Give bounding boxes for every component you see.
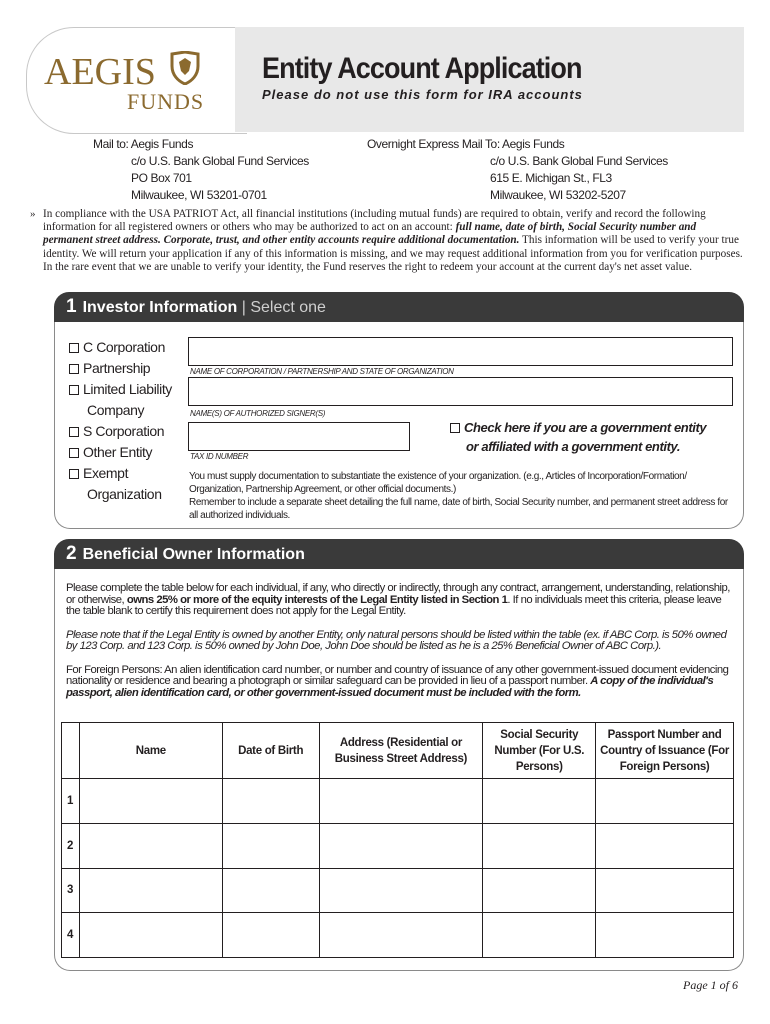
option-label: Partnership xyxy=(83,360,151,376)
instruction-emphasis: owns 25% or more of the equity interests of the Legal Entity listed in Section 1 xyxy=(126,593,508,606)
checkbox[interactable] xyxy=(450,423,460,433)
mail-address xyxy=(93,136,309,204)
mail-line: PO Box 701 xyxy=(131,171,192,185)
government-label: or affiliated with a government entity. xyxy=(466,439,681,454)
table-header: Social Security Number (For U.S. Persons) xyxy=(483,723,596,779)
option-other-entity[interactable] xyxy=(69,442,172,463)
patriot-required-fields: full name, date of birth, Social Security number and permanent street address. Corporate, trust, and other entity accounts require additional documentation. xyxy=(43,221,697,247)
field-label: NAME OF CORPORATION / PARTNERSHIP AND STATE OF ORGANIZATION xyxy=(190,367,454,376)
section-subtitle: Select one xyxy=(250,299,326,316)
ssn-cell[interactable] xyxy=(483,779,596,824)
table-header xyxy=(62,723,80,779)
passport-cell[interactable] xyxy=(596,913,734,958)
logo-subtitle: FUNDS xyxy=(127,89,205,114)
option-s-corporation[interactable] xyxy=(69,421,172,442)
option-label: Exempt xyxy=(83,465,129,481)
chevron-right-icon: » xyxy=(30,208,36,220)
section-number: 1 xyxy=(66,296,77,317)
option-label: Other Entity xyxy=(83,444,153,460)
overnight-address xyxy=(367,136,668,204)
shield-logo-icon xyxy=(170,51,200,85)
instruction-emphasis: A copy of the individual's passport, alien identification card, or other government-issued document must be included with the form. xyxy=(66,675,714,699)
instruction-example: Please note that if the Legal Entity is owned by another Entity, only natural persons should be listed within the table (ex. if ABC Corp. is 50% owned by 123 Corp. and 123 Corp. is 50% owned by John Doe, John Doe should be listed as he is a 25% Beneficial Owner of ABC Corp.). xyxy=(66,628,727,652)
option-label: S Corporation xyxy=(83,423,165,439)
instruction-text: . If no individuals meet this criteria, please leave the table blank to certify this requirement does not apply for the Legal Entity. xyxy=(66,593,722,617)
ssn-cell[interactable] xyxy=(483,823,596,868)
option-llc[interactable] xyxy=(69,379,172,400)
ssn-cell[interactable] xyxy=(483,913,596,958)
section-number: 2 xyxy=(66,543,77,564)
government-entity-check[interactable] xyxy=(450,418,706,456)
mail-line: c/o U.S. Bank Global Fund Services xyxy=(131,154,309,168)
table-row xyxy=(62,913,734,958)
patriot-text: In compliance with the USA PATRIOT Act, all financial institutions (including mutual funds) are required to obtain, verify and record the following information for all registered owners or others who may be authorized to act on an account: xyxy=(43,208,706,234)
beneficial-owner-instructions xyxy=(66,583,734,699)
entity-type-options xyxy=(69,337,172,505)
row-number: 1 xyxy=(62,779,80,824)
dob-cell[interactable] xyxy=(222,868,319,913)
logo-wordmark: AEGIS xyxy=(44,51,156,93)
checkbox[interactable] xyxy=(69,427,79,437)
name-cell[interactable] xyxy=(79,868,222,913)
option-c-corporation[interactable] xyxy=(69,337,172,358)
passport-cell[interactable] xyxy=(596,823,734,868)
table-row xyxy=(62,868,734,913)
instruction-text: For Foreign Persons: An alien identification card number, or number and country of issuance of any other government-issued document evidencing nationality or residence and bearing a photograph or similar safeguard can be provided in lieu of a passport number. xyxy=(66,663,729,687)
corporation-name-input[interactable] xyxy=(188,337,733,366)
section-title: Investor Information xyxy=(82,299,238,316)
checkbox[interactable] xyxy=(69,469,79,479)
table-header: Address (Residential or Business Street Address) xyxy=(319,723,483,779)
passport-cell[interactable] xyxy=(596,779,734,824)
overnight-label: Overnight Express Mail To: Aegis Funds xyxy=(367,137,565,151)
checkbox[interactable] xyxy=(69,343,79,353)
checkbox[interactable] xyxy=(69,448,79,458)
table-header-row xyxy=(62,723,734,779)
instruction-text: Please complete the table below for each individual, if any, who directly or indirectly, through any contract, arrangement, understanding, relationship, or otherwise, xyxy=(66,582,730,606)
row-number: 4 xyxy=(62,913,80,958)
option-label: Limited Liability xyxy=(83,381,172,397)
table-header: Date of Birth xyxy=(222,723,319,779)
dob-cell[interactable] xyxy=(222,913,319,958)
address-cell[interactable] xyxy=(319,868,483,913)
name-cell[interactable] xyxy=(79,823,222,868)
note-text: You must supply documentation to substantiate the existence of your organization. (e.g., Articles of Incorporation/Formation/ Organization, Partnership Agreement, or other official documents.) xyxy=(189,471,687,495)
name-cell[interactable] xyxy=(79,913,222,958)
option-exempt[interactable] xyxy=(69,463,172,484)
authorized-signers-input[interactable] xyxy=(188,377,733,406)
option-label: C Corporation xyxy=(83,339,165,355)
government-label: Check here if you are a government entity xyxy=(464,420,707,435)
address-cell[interactable] xyxy=(319,913,483,958)
section-separator: | xyxy=(237,299,251,316)
passport-cell[interactable] xyxy=(596,868,734,913)
checkbox[interactable] xyxy=(69,364,79,374)
name-cell[interactable] xyxy=(79,779,222,824)
row-number: 3 xyxy=(62,868,80,913)
overnight-line: c/o U.S. Bank Global Fund Services xyxy=(490,154,668,168)
address-cell[interactable] xyxy=(319,823,483,868)
table-row xyxy=(62,779,734,824)
page-title: Entity Account Application xyxy=(262,52,582,85)
beneficial-owner-table xyxy=(61,722,734,958)
mail-line: Mail to: Aegis Funds xyxy=(93,137,194,151)
option-label-cont: Company xyxy=(87,402,145,418)
overnight-line: Milwaukee, WI 53202-5207 xyxy=(490,188,626,202)
mail-line: Milwaukee, WI 53201-0701 xyxy=(131,188,267,202)
field-label: TAX ID NUMBER xyxy=(190,452,249,461)
option-label-cont: Organization xyxy=(87,486,162,502)
row-number: 2 xyxy=(62,823,80,868)
section-2-header xyxy=(54,539,744,569)
documentation-note xyxy=(189,470,734,522)
checkbox[interactable] xyxy=(69,385,79,395)
overnight-line: 615 E. Michigan St., FL3 xyxy=(490,171,612,185)
address-cell[interactable] xyxy=(319,779,483,824)
section-title: Beneficial Owner Information xyxy=(82,546,305,563)
section-1-header xyxy=(54,292,744,322)
dob-cell[interactable] xyxy=(222,779,319,824)
field-label: NAME(S) OF AUTHORIZED SIGNER(S) xyxy=(190,409,326,418)
option-partnership[interactable] xyxy=(69,358,172,379)
patriot-act-notice xyxy=(30,208,745,274)
dob-cell[interactable] xyxy=(222,823,319,868)
ssn-cell[interactable] xyxy=(483,868,596,913)
patriot-text-end: This information will be used to verify your true identity. We will return your application if any of this information is missing, and we may request additional information from you for verification purposes. In the rare event that we are unable to verify your identity, the Fund reserves the right to redeem your account at the current day's net asset value. xyxy=(43,234,743,273)
page-subtitle: Please do not use this form for IRA accounts xyxy=(262,87,583,102)
table-header: Passport Number and Country of Issuance (For Foreign Persons) xyxy=(596,723,734,779)
page-number: Page 1 of 6 xyxy=(683,978,738,992)
tax-id-input[interactable] xyxy=(188,422,410,451)
note-text: Remember to include a separate sheet detailing the full name, date of birth, Social Security number, and permanent street address for all authorized individuals. xyxy=(189,497,728,521)
table-row xyxy=(62,823,734,868)
table-header: Name xyxy=(79,723,222,779)
